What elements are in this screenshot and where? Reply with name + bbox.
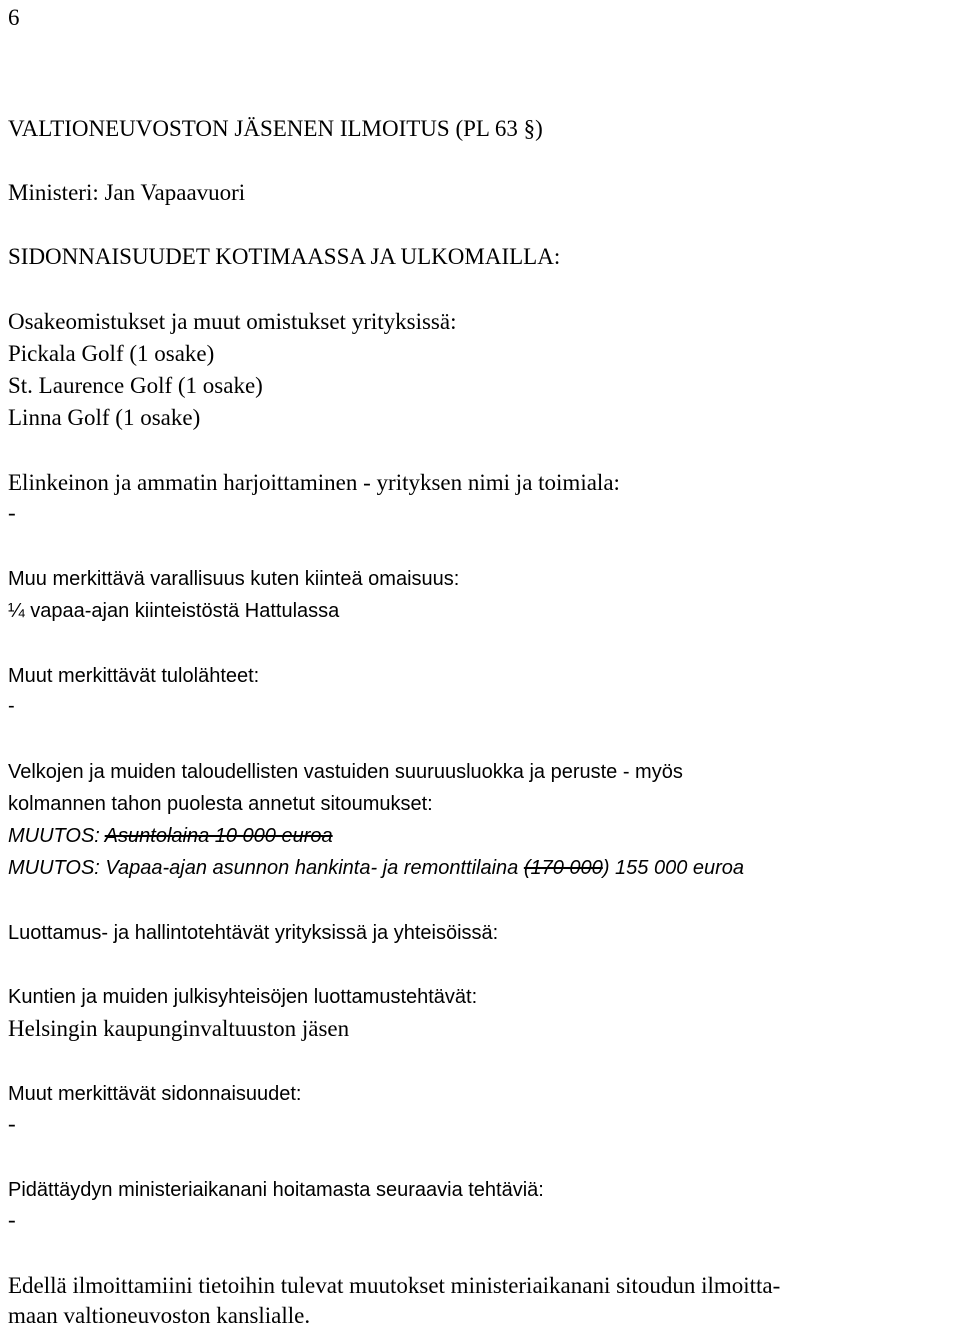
municipal-value: Helsingin kaupunginvaltuuston jäsen [8, 1016, 350, 1041]
debts-change-1 [8, 820, 333, 852]
share-item: Pickala Golf (1 osake) [8, 341, 215, 366]
document-title: VALTIONEUVOSTON JÄSENEN ILMOITUS (PL 63 §) [8, 116, 543, 141]
change-prefix: MUUTOS: [8, 825, 105, 847]
section-heading-ties: SIDONNAISUUDET KOTIMAASSA JA ULKOMAILLA: [8, 244, 561, 269]
closing-line1: Edellä ilmoittamiini tietoihin tulevat muutokset ministeriaikanani sitoudun ilmoitta- [8, 1273, 781, 1298]
minister-line: Ministeri: Jan Vapaavuori [8, 180, 246, 205]
income-value: - [8, 695, 15, 717]
debts-heading-line2: kolmannen tahon puolesta annetut sitoumukset: [8, 793, 433, 815]
refrain-value: - [8, 1207, 16, 1232]
business-heading: Elinkeinon ja ammatin harjoittaminen - yrityksen nimi ja toimiala: [8, 470, 620, 495]
change-prefix: MUUTOS: Vapaa-ajan asunnon hankinta- ja remonttilaina [8, 857, 524, 879]
change-suffix: ) 155 000 euroa [602, 857, 745, 879]
shares-heading: Osakeomistukset ja muut omistukset yrityksissä: [8, 309, 457, 334]
other-ties-heading: Muut merkittävät sidonnaisuudet: [8, 1083, 302, 1105]
debts-change-2 [8, 852, 744, 884]
business-value: - [8, 500, 16, 525]
trust-companies-heading: Luottamus- ja hallintotehtävät yrityksissä ja yhteisöissä: [8, 922, 499, 944]
municipal-heading: Kuntien ja muiden julkisyhteisöjen luottamustehtävät: [8, 986, 478, 1008]
struck-text: Asuntolaina 10 000 euroa [104, 825, 333, 847]
refrain-heading: Pidättäydyn ministeriaikanani hoitamasta seuraavia tehtäviä: [8, 1179, 544, 1201]
property-heading: Muu merkittävä varallisuus kuten kiinteä omaisuus: [8, 568, 460, 590]
share-item: Linna Golf (1 osake) [8, 405, 201, 430]
share-item: St. Laurence Golf (1 osake) [8, 373, 263, 398]
property-value: ¼ vapaa-ajan kiinteistöstä Hattulassa [8, 600, 340, 622]
debts-heading-line1: Velkojen ja muiden taloudellisten vastuiden suuruusluokka ja peruste - myös [8, 761, 683, 783]
other-ties-value: - [8, 1111, 16, 1136]
closing-line2: maan valtioneuvoston kanslialle. [8, 1303, 311, 1328]
page-number: 6 [8, 5, 20, 30]
income-heading: Muut merkittävät tulolähteet: [8, 665, 260, 687]
struck-text: (170 000 [523, 857, 603, 879]
